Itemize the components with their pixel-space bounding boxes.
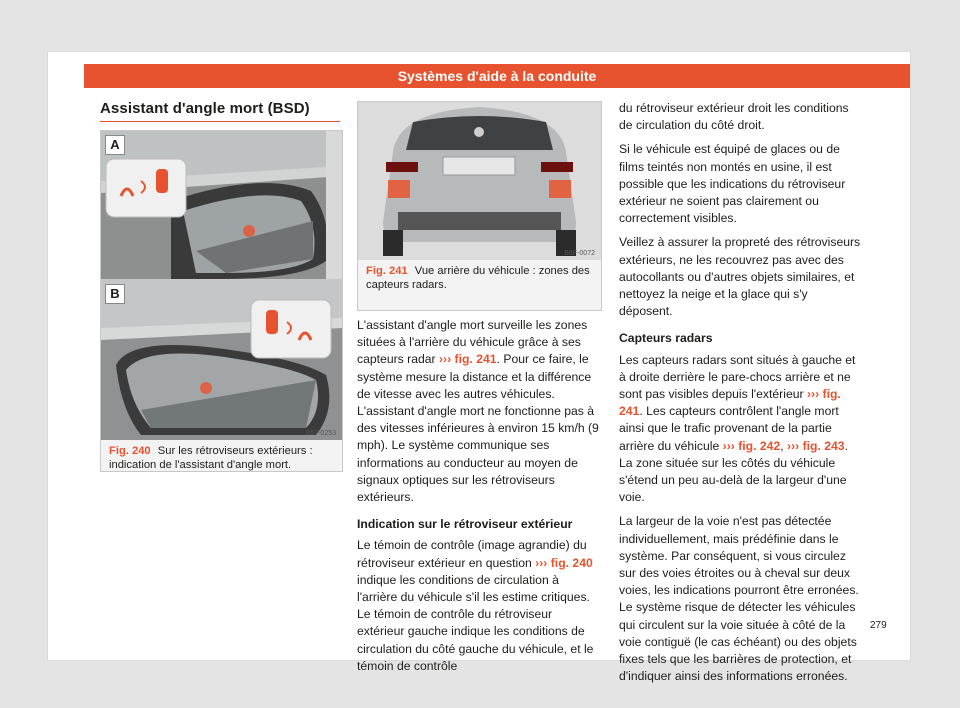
arrow-icon: ››› xyxy=(787,438,800,453)
title-rule xyxy=(100,121,340,122)
col2-paragraph-2 xyxy=(357,537,600,675)
figure-240-ref: Fig. 240 xyxy=(109,445,151,457)
text-run: Les capteurs radars sont situés à gauche et à droite derrière le pare-chocs arrière et ne sont pas visibles depuis l'extérieur xyxy=(619,352,856,402)
figure-241-ref: Fig. 241 xyxy=(366,265,408,277)
mirror-b-illustration xyxy=(101,280,342,440)
col2-subheading: Indication sur le rétroviseur extérieur xyxy=(357,517,573,532)
page-number: 279 xyxy=(870,620,887,631)
figure-240-caption xyxy=(101,440,342,478)
col3-paragraph-4 xyxy=(619,352,861,507)
page-header xyxy=(84,64,910,88)
col3-paragraph-5: La largeur de la voie n'est pas détectée individuellement, mais prédéfinie dans le système. Par conséquent, si vous circulez sur des voies étroites ou à cheval sur deux voies, les indications pourront être erronées. Le système risque de détecter les véhicules qui circulent sur la voie située à côté de la voie contiguë (le cas échéant) ou des objets fixes tels que les barrières de protection, et d'indiquer ainsi des informations erronées. xyxy=(619,514,859,684)
figure-240-code: B57-0253 xyxy=(305,430,336,437)
header-title: Systèmes d'aide à la conduite xyxy=(397,68,597,84)
mirror-a-illustration xyxy=(101,131,342,279)
text-run: . La zone située sur les côtés du véhicule s'étend un peu au-delà de la largeur d'une voie. xyxy=(619,438,848,505)
text-run: L'assistant d'angle mort surveille les zones situées à l'arrière du véhicule grâce à ses capteurs radar xyxy=(357,318,588,367)
arrow-icon: ››› xyxy=(806,387,820,402)
text-run: . Pour ce faire, le système mesure la distance et la différence de vitesse avec les autres véhicules. L'assistant d'angle mort ne fonctionne pas à des vitesses inférieures à environ 15 km/h (9 mph). Le système communique ses informations au conducteur au moyen de signaux optiques sur les rétroviseurs extérieurs. xyxy=(357,352,599,505)
car-rear-illustration xyxy=(358,102,601,260)
text-run: , xyxy=(780,438,788,453)
col3-paragraph-3: Veillez à assurer la propreté des rétroviseurs extérieurs, ne les recouvrez pas avec des autocollants ou d'autres objets similaires, et nettoyez la neige et la glace qui s'y déposent. xyxy=(619,235,861,319)
fig-241-link[interactable]: fig. 241 xyxy=(619,387,841,419)
column-2-text xyxy=(357,317,600,682)
figure-240-caption-text: Sur les rétroviseurs extérieurs : indication de l'assistant d'angle mort. xyxy=(109,445,313,471)
text-run: indique les conditions de circulation à l'arrière du véhicule s'il les estime critiques. Le témoin de contrôle du rétroviseur extérieur gauche indique les conditions de circulation du côté gauche du véhicule, et le témoin de contrôle xyxy=(357,572,594,673)
figure-label-a: A xyxy=(105,135,125,155)
figure-241-code: B6F-0072 xyxy=(564,250,595,257)
figure-241-caption xyxy=(358,260,601,298)
fig-243-link[interactable]: fig. 243 xyxy=(802,438,845,453)
figure-241-caption-text: Vue arrière du véhicule : zones des capteurs radars. xyxy=(366,265,590,291)
col3-paragraph-1: du rétroviseur extérieur droit les conditions de circulation du côté droit. xyxy=(619,101,849,133)
col3-paragraph-2: Si le véhicule est équipé de glaces ou de films teintés non montés en usine, il est possible que les indications du rétroviseur extérieur ne soient pas clairement ou correctement visibles. xyxy=(619,142,846,226)
figure-241-image xyxy=(358,102,601,260)
arrow-icon: ››› xyxy=(535,555,548,570)
figure-240-image-a xyxy=(101,131,342,279)
figure-240-image-b xyxy=(101,279,342,440)
text-run: Le témoin de contrôle (image agrandie) du rétroviseur extérieur en question xyxy=(357,538,587,570)
fig-242-link[interactable]: fig. 242 xyxy=(738,438,781,453)
arrow-icon: ››› xyxy=(438,352,452,367)
column-3-text xyxy=(619,100,861,693)
section-title: Assistant d'angle mort (BSD) xyxy=(100,100,310,117)
col3-subheading: Capteurs radars xyxy=(619,331,713,346)
fig-241-link[interactable]: fig. 241 xyxy=(454,352,497,367)
figure-240 xyxy=(100,130,343,472)
arrow-icon: ››› xyxy=(722,438,735,453)
text-run: . Les capteurs contrôlent l'angle mort ainsi que le trafic provenant de la partie arrière du véhicule xyxy=(619,404,839,453)
col2-paragraph-1 xyxy=(357,317,600,506)
figure-label-b: B xyxy=(105,284,125,304)
figure-241 xyxy=(357,101,602,311)
fig-240-link[interactable]: fig. 240 xyxy=(550,555,593,570)
